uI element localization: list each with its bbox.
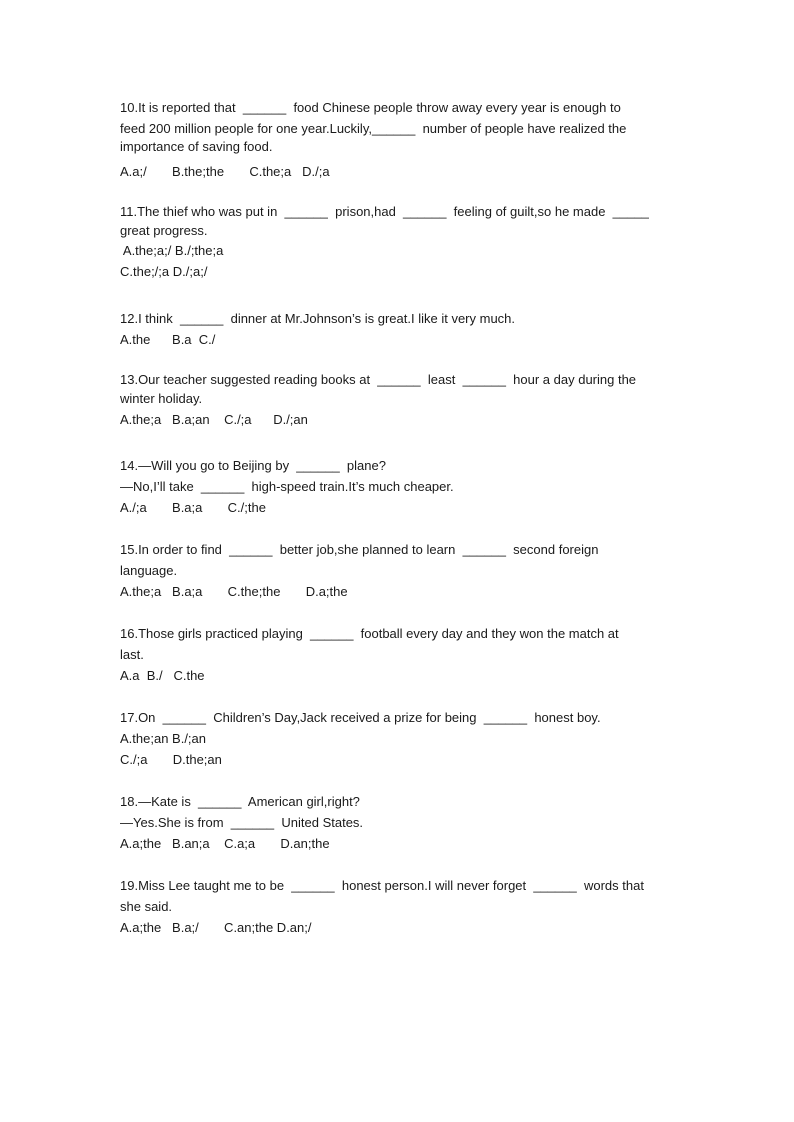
question-text-line: 16.Those girls practiced playing ______ football every day and they won the match at — [120, 626, 619, 641]
answer-options: A.a;the B.an;a C.a;a D.an;the — [120, 836, 330, 851]
question-text-line: she said. — [120, 899, 173, 914]
question-text-line: 14.—Will you go to Beijing by ______ plane? — [120, 458, 386, 473]
question-text-line: winter holiday. — [120, 391, 203, 406]
answer-options: A.the;an B./;an — [120, 731, 207, 746]
answer-options: A.the B.a C./ — [120, 332, 216, 347]
answer-options: A.the;a;/ B./;the;a — [120, 243, 224, 258]
question-text-line: 11.The thief who was put in ______ prison,had ______ feeling of guilt,so he made _____ — [120, 204, 649, 219]
answer-options: A.a B./ C.the — [120, 668, 205, 683]
question-text-line: language. — [120, 563, 178, 578]
question-text-line: 15.In order to find ______ better job,she planned to learn ______ second foreign — [120, 542, 599, 557]
question-text-line: 10.It is reported that ______ food Chinese people throw away every year is enough to — [120, 100, 621, 115]
question-text-line: great progress. — [120, 223, 208, 238]
answer-options: A.a;the B.a;/ C.an;the D.an;/ — [120, 920, 312, 935]
answer-options: A.a;/ B.the;the C.the;a D./;a — [120, 164, 330, 179]
question-text-line: —No,I’ll take ______ high-speed train.It’s much cheaper. — [120, 479, 454, 494]
question-text-line: 17.On ______ Children’s Day,Jack received a prize for being ______ honest boy. — [120, 710, 601, 725]
answer-options: C./;a D.the;an — [120, 752, 222, 767]
question-text-line: 19.Miss Lee taught me to be ______ honest person.I will never forget ______ words that — [120, 878, 644, 893]
answer-options: A.the;a B.a;a C.the;the D.a;the — [120, 584, 348, 599]
question-text-line: importance of saving food. — [120, 139, 273, 154]
question-text-line: 18.—Kate is ______ American girl,right? — [120, 794, 360, 809]
answer-options: A.the;a B.a;an C./;a D./;an — [120, 412, 308, 427]
question-text-line: —Yes.She is from ______ United States. — [120, 815, 364, 830]
question-text-line: feed 200 million people for one year.Luckily,______ number of people have realized the — [120, 121, 627, 136]
answer-options: A./;a B.a;a C./;the — [120, 500, 266, 515]
question-text-line: 13.Our teacher suggested reading books at ______ least ______ hour a day during the — [120, 372, 637, 387]
answer-options: C.the;/;a D./;a;/ — [120, 264, 208, 279]
question-text-line: last. — [120, 647, 144, 662]
question-text-line: 12.I think ______ dinner at Mr.Johnson’s is great.I like it very much. — [120, 311, 516, 326]
